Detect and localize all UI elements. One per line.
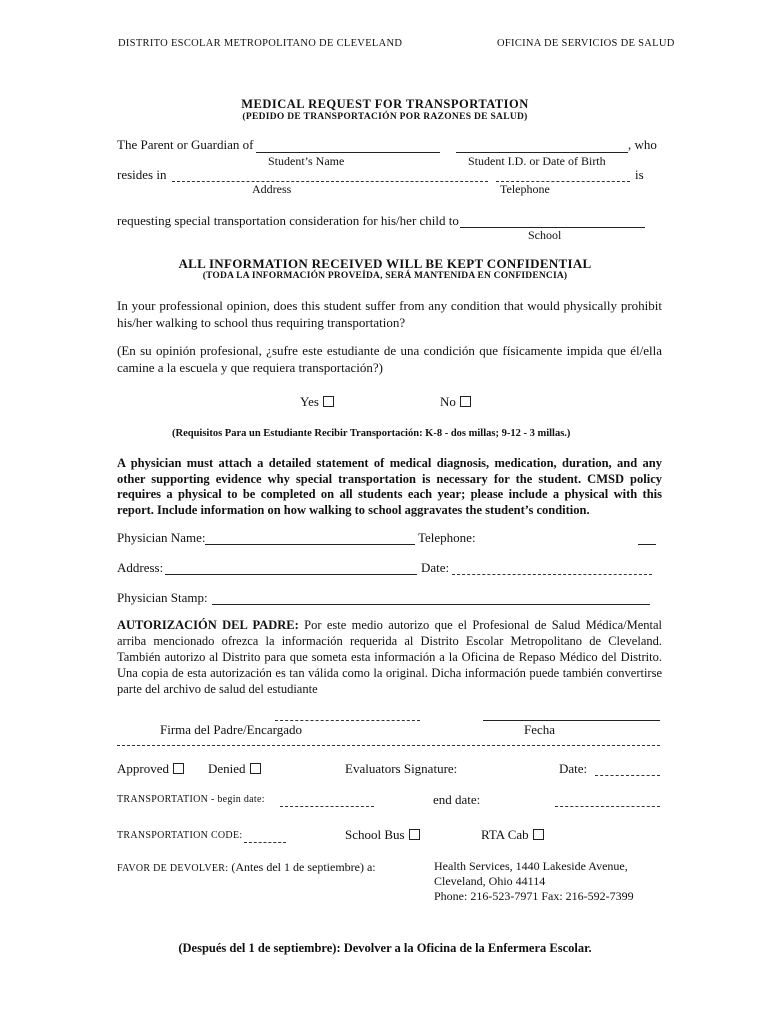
resides-label: resides in: [117, 167, 167, 182]
begin-date-field[interactable]: [280, 806, 374, 807]
authorization-heading: AUTORIZACIÓN DEL PADRE:: [117, 618, 299, 632]
parent-signature-caption: Firma del Padre/Encargado: [160, 722, 302, 737]
physician-address-field[interactable]: [165, 574, 417, 575]
student-id-field[interactable]: [456, 152, 628, 153]
physician-telephone-label: Telephone:: [418, 530, 476, 545]
school-bus-label: School Bus: [345, 827, 405, 842]
yes-option[interactable]: [300, 394, 334, 410]
physician-name-label: Physician Name:: [117, 530, 206, 545]
is-text: is: [635, 167, 644, 182]
physician-stamp-label: Physician Stamp:: [117, 590, 208, 605]
rta-cab-label: RTA Cab: [481, 827, 529, 842]
telephone-caption: Telephone: [500, 182, 550, 196]
student-id-caption: Student I.D. or Date of Birth: [468, 154, 606, 168]
school-bus-checkbox[interactable]: [409, 829, 420, 840]
address-field[interactable]: [172, 181, 488, 182]
question-spanish: (En su opinión profesional, ¿sufre este estudiante de una condición que físicamente impida que él/ella camine a la escuela y que requiera transportación?): [117, 343, 662, 375]
return-address-line3: Phone: 216-523-7971 Fax: 216-592-7399: [434, 889, 634, 903]
student-name-field[interactable]: [256, 152, 440, 153]
parent-guardian-label: The Parent or Guardian of: [117, 137, 254, 152]
rta-cab-checkbox[interactable]: [533, 829, 544, 840]
school-request-label: requesting special transportation consideration for his/her child to: [117, 213, 459, 228]
no-option[interactable]: [440, 394, 471, 410]
school-bus-option[interactable]: [345, 827, 420, 843]
confidential-notice: ALL INFORMATION RECEIVED WILL BE KEPT CONFIDENTIAL: [178, 256, 592, 271]
yes-label: Yes: [300, 394, 319, 409]
transport-end-label: end date:: [433, 792, 481, 807]
return-address-line2: Cleveland, Ohio 44114: [434, 874, 546, 888]
approved-option[interactable]: [117, 761, 184, 777]
physician-address-label: Address:: [117, 560, 164, 575]
rta-cab-option[interactable]: [481, 827, 544, 843]
end-date-field[interactable]: [555, 806, 660, 807]
denied-checkbox[interactable]: [250, 763, 261, 774]
parent-signature-field[interactable]: [275, 720, 420, 721]
transport-begin-label: TRANSPORTATION - begin date:: [117, 794, 265, 805]
return-label-rest: (Antes del 1 de septiembre) a:: [228, 860, 376, 874]
physician-date-label: Date:: [421, 560, 450, 575]
physician-date-field[interactable]: [452, 574, 652, 575]
question-english: In your professional opinion, does this student suffer from any condition that would physically prohibit his/her walking to school thus requiring transportation?: [117, 298, 662, 330]
footer-note: (Después del 1 de septiembre): Devolver a la Oficina de la Enfermera Escolar.: [178, 941, 592, 955]
physician-stamp-field[interactable]: [212, 604, 650, 605]
signature-date-field[interactable]: [483, 720, 660, 721]
requirements-note: (Requisitos Para un Estudiante Recibir Transportación: K-8 - dos millas; 9-12 - 3 millas.): [172, 428, 571, 439]
parent-authorization: [117, 617, 662, 697]
address-caption: Address: [252, 182, 292, 196]
physician-name-field[interactable]: [205, 544, 415, 545]
authorization-text: Por este medio autorizo que el Profesional de Salud Médica/Mental arriba mencionado ofrezca la información requerida al Distrito Escolar Metropolitano de Cleveland. También autorizo al Distrito para que someta esta información a la Oficina de Repaso Médico del Distrito. Una copia de esta autorización es tan válida como la original. Dicha información puede también convertirse parte del archivo de salud del estudiante: [117, 618, 662, 696]
physician-telephone-field[interactable]: [638, 544, 656, 545]
office-use-divider: [117, 745, 660, 746]
approved-checkbox[interactable]: [173, 763, 184, 774]
school-caption: School: [528, 228, 562, 242]
office-header: OFICINA DE SERVICIOS DE SALUD: [497, 38, 675, 49]
approved-label: Approved: [117, 761, 169, 776]
form-title: MEDICAL REQUEST FOR TRANSPORTATION: [241, 97, 529, 111]
return-label-caps: FAVOR DE DEVOLVER:: [117, 863, 229, 874]
student-name-caption: Student’s Name: [268, 154, 345, 168]
district-header: DISTRITO ESCOLAR METROPOLITANO DE CLEVELAND: [118, 38, 403, 49]
no-checkbox[interactable]: [460, 396, 471, 407]
confidential-notice-spanish: (TODA LA INFORMACIÓN PROVEÍDA, SERÁ MANTENIDA EN CONFIDENCIA): [202, 271, 568, 281]
who-text: , who: [628, 137, 657, 152]
denied-label: Denied: [208, 761, 246, 776]
form-subtitle: (PEDIDO DE TRANSPORTACIÓN POR RAZONES DE SALUD): [242, 112, 528, 122]
evaluator-signature-label: Evaluators Signature:: [345, 761, 458, 776]
transport-code-field[interactable]: [244, 842, 286, 843]
physician-instructions: A physician must attach a detailed statement of medical diagnosis, medication, duration, and any other supporting evidence why special transportation is necessary for the student. CMSD policy requires a physical to be completed on all students each year; please include a physical with this report. Include information on how walking to school aggravates the student’s condition.: [117, 456, 662, 517]
evaluator-date-label: Date:: [559, 761, 588, 776]
signature-date-caption: Fecha: [524, 722, 556, 737]
yes-checkbox[interactable]: [323, 396, 334, 407]
transport-code-label: TRANSPORTATION CODE:: [117, 830, 243, 841]
return-instructions: [117, 860, 376, 875]
denied-option[interactable]: [208, 761, 261, 777]
evaluator-date-field[interactable]: [595, 775, 660, 776]
return-address-line1: Health Services, 1440 Lakeside Avenue,: [434, 859, 628, 873]
no-label: No: [440, 394, 456, 409]
